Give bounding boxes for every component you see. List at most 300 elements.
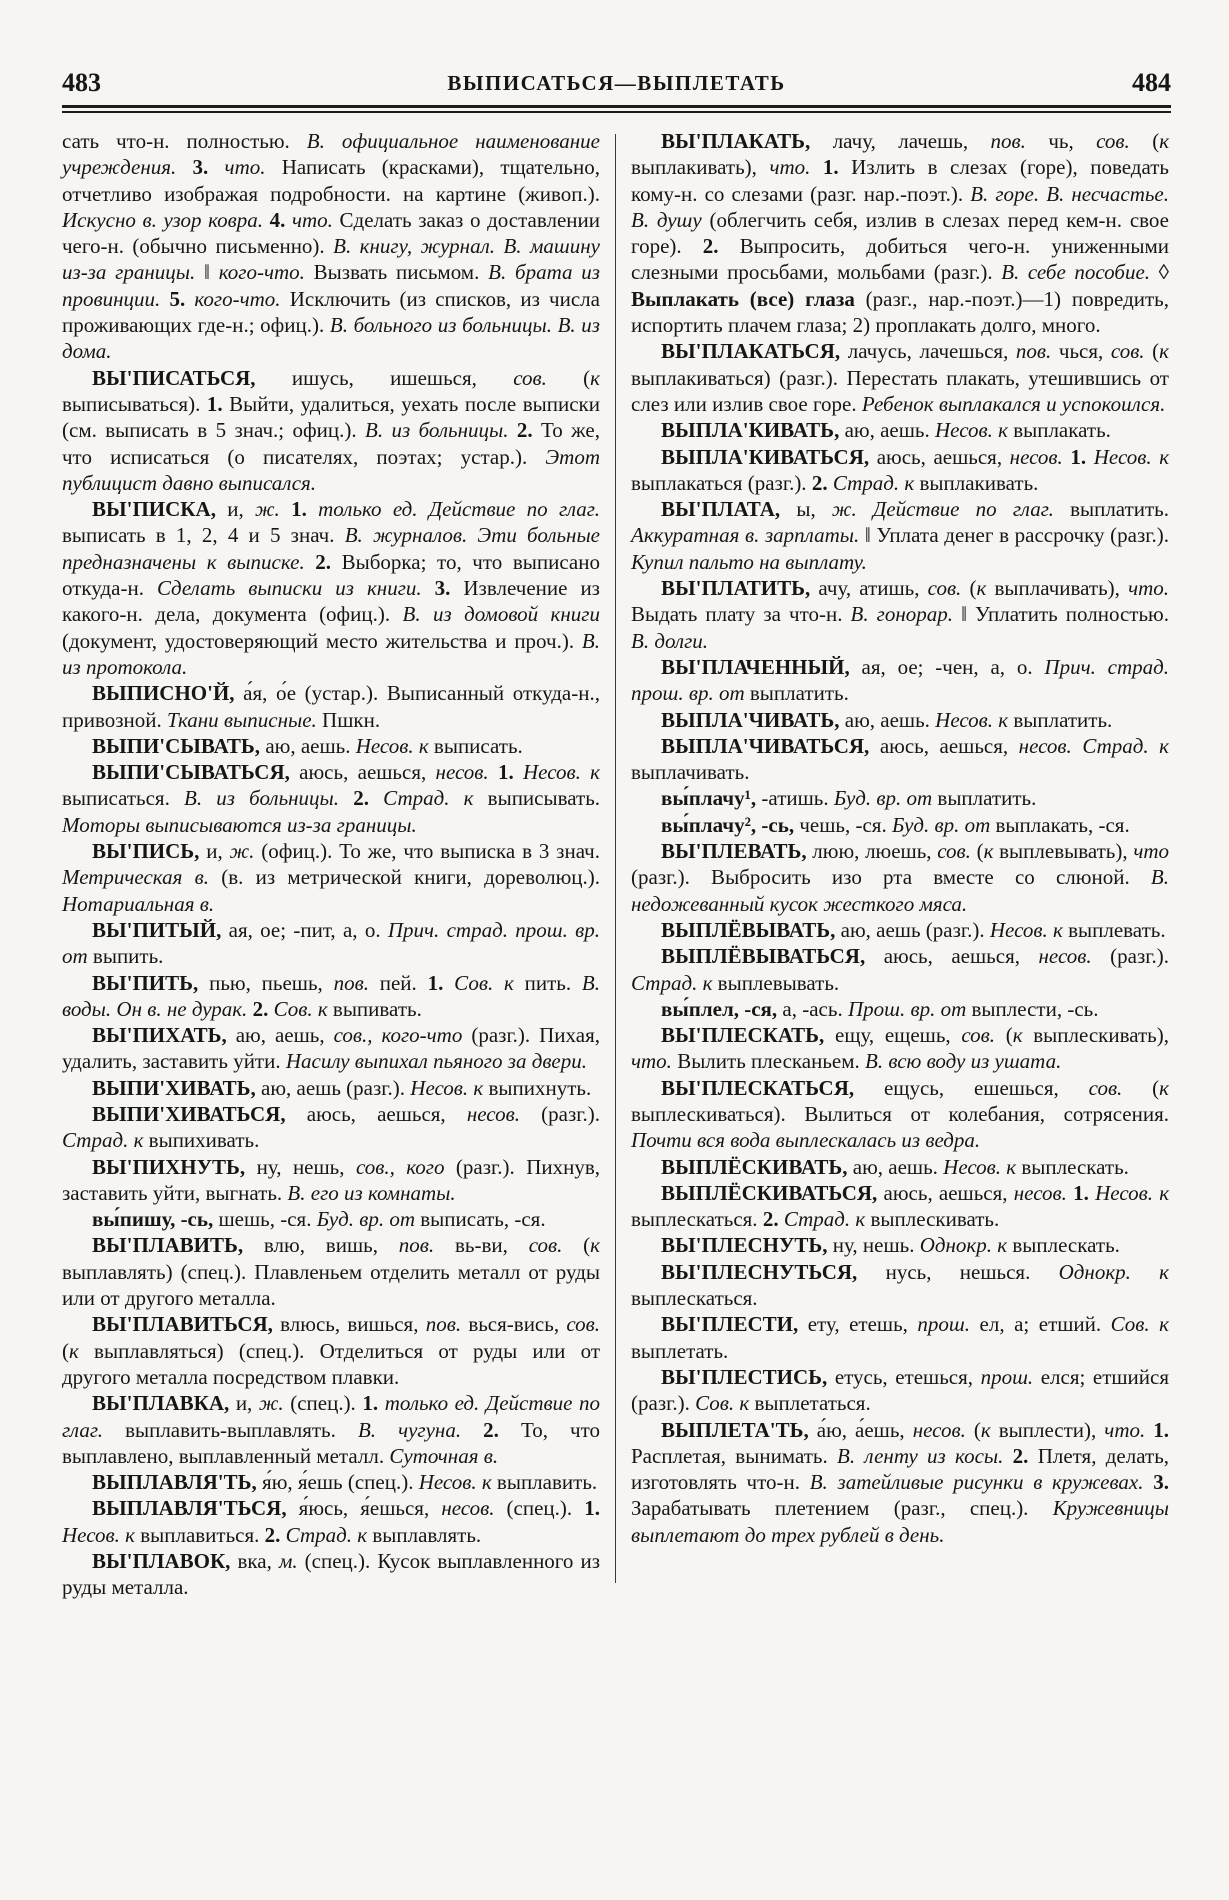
entry-text: Зарабатывать плетением (разг., спец.).: [631, 1496, 1053, 1521]
entry-text: вь-ви,: [454, 1233, 529, 1258]
dictionary-entry: [62, 838, 600, 917]
entry-text: Кружевницы выплетают до трех рублей в день.: [631, 1496, 1169, 1547]
entry-text: Несов. к: [1095, 1180, 1170, 1205]
entry-text: В. из домовой книги: [402, 602, 600, 627]
entry-text: выписываться).: [62, 391, 207, 416]
entry-text: ну, нешь,: [256, 1154, 356, 1179]
entry-text: Прич. страд. прош. вр. от: [631, 654, 1170, 706]
dictionary-entry: [631, 1311, 1169, 1364]
headword: ВЫ'ПЛЕСТИ,: [661, 1312, 808, 1337]
entry-text: Несов. к: [62, 1522, 141, 1547]
left-column: [62, 128, 600, 1601]
entry-text: ая, ое; -пит, а, о.: [228, 917, 388, 942]
page-header: [62, 62, 1171, 96]
entry-text: (документ, удостоверяющий место жительства и проч.).: [62, 628, 582, 653]
entry-text: шешь, -ся.: [218, 1207, 317, 1232]
entry-text: Искусно в. узор ковра.: [62, 207, 270, 232]
entry-text: Сов. к: [695, 1391, 755, 1416]
headword: ВЫПЛАВЛЯ'ТЬСЯ,: [92, 1496, 299, 1521]
entry-text: Страд. к: [383, 786, 488, 811]
entry-text: только ед. Действие по глаг.: [318, 497, 600, 522]
headword: ВЫ'ПЛЕСКАТЬ,: [661, 1023, 835, 1048]
entry-text: Вылить плесканьем.: [677, 1049, 866, 1074]
entry-text: (: [969, 576, 977, 601]
entry-text: выплескаться.: [631, 1207, 763, 1232]
entry-text: Излить в слезах (горе), поведать кому-н. со слезами (разг. нар.-поэт.).: [631, 155, 1169, 206]
entry-text: аю, аешь.: [844, 418, 935, 443]
entry-text: к: [69, 1338, 95, 1363]
entry-text: Несов. к: [410, 1075, 489, 1100]
entry-text: Буд. вр. от: [316, 1207, 421, 1232]
headword: ВЫ'ПИСКА,: [92, 497, 228, 522]
dictionary-entry: [62, 1495, 600, 1548]
entry-text: сов., кого-что: [333, 1023, 472, 1048]
dictionary-entry: [62, 1232, 600, 1311]
entry-text: лачу, лачешь,: [832, 129, 991, 153]
dictionary-entry: [631, 496, 1169, 575]
entry-text: что.: [1104, 1417, 1154, 1442]
entry-text: ж. Действие по глаг.: [831, 497, 1071, 522]
headword: ВЫ'ПЛАКАТЬСЯ,: [661, 339, 848, 364]
headword: вы́плел, -ся,: [661, 996, 783, 1021]
entry-text: Несов. к: [943, 1154, 1022, 1179]
entry-text: (спец.). Кусок выплавленного из руды металла.: [62, 1549, 600, 1600]
entry-text: аюсь, аешься,: [879, 733, 1019, 758]
entry-text: Насилу выпихал пьяного за двери.: [285, 1049, 588, 1074]
entry-text: Расплетая, вынимать.: [631, 1443, 838, 1468]
entry-text: и,: [206, 839, 230, 864]
entry-text: сов.: [513, 365, 584, 390]
entry-text: лачусь, лачешься,: [847, 339, 1016, 364]
entry-text: Пшкн.: [322, 707, 381, 732]
dictionary-entry: [631, 1364, 1169, 1417]
entry-text: ая, ое; -чен, а, о.: [861, 654, 1045, 679]
entry-text: (разг., нар.-поэт.)—1) повредить, испортить плачем глаза; 2) проплакать долго, много.: [631, 286, 1169, 338]
entry-text: влюсь, вишься,: [280, 1312, 426, 1337]
entry-text: 2.: [516, 418, 542, 443]
entry-text: 2.: [315, 549, 342, 574]
headword: ВЫ'ПЛАВОК,: [92, 1549, 238, 1574]
entry-text: аю, аешь.: [265, 733, 356, 758]
headword: ВЫ'ПЛАВИТЬ,: [92, 1233, 264, 1258]
entry-text: Выплакать (все) глаза: [631, 286, 866, 311]
entry-text: выплетать.: [631, 1338, 729, 1363]
entry-text: а́я, о́е (устар.). Выписанный откуда-н., привозной.: [62, 681, 600, 732]
entry-text: выплавлять) (спец.). Плавленьем отделить металл от руды или от другого металла.: [62, 1259, 600, 1311]
entry-text: 2.: [762, 1207, 784, 1232]
entry-text: В. из больницы.: [184, 786, 354, 811]
entry-text: Метрическая в.: [62, 865, 222, 890]
dictionary-entry: [62, 733, 600, 759]
headword: ВЫПЛА'КИВАТЬСЯ,: [661, 444, 877, 469]
entry-text: аюсь, аешься,: [306, 1101, 467, 1126]
entry-text: выплескивать),: [1033, 1023, 1169, 1048]
headword: ВЫПЛЁСКИВАТЬ,: [661, 1154, 853, 1179]
entry-text: выплескивать.: [870, 1207, 1000, 1232]
entry-text: что.: [631, 1049, 678, 1074]
entry-text: к: [1159, 129, 1170, 153]
entry-text: Однокр. к: [1058, 1259, 1169, 1284]
entry-text: и,: [235, 1391, 259, 1416]
entry-text: сов.: [1088, 1075, 1153, 1100]
entry-text: 1.: [497, 760, 524, 785]
entry-text: несов. Страд. к: [1018, 733, 1170, 758]
entry-text: (: [583, 1233, 591, 1258]
entry-text: аюсь, аешься,: [876, 444, 1010, 469]
entry-text: сать что-н. полностью.: [62, 129, 307, 153]
dictionary-entry: [631, 1259, 1169, 1312]
entry-text: Сов. к: [273, 996, 333, 1021]
entry-text: (: [973, 1417, 981, 1442]
entry-text: В. брата из провинции.: [62, 260, 600, 311]
entry-text: (разг.).: [541, 1101, 600, 1126]
entry-text: выплакивать.: [919, 470, 1039, 495]
entry-text: к: [1159, 339, 1169, 364]
entry-text: елся; етшийся (разг.).: [631, 1364, 1169, 1416]
entry-text: ету, етешь,: [807, 1312, 918, 1337]
entry-text: ещусь, ешешься,: [883, 1075, 1089, 1100]
dictionary-entry: [631, 943, 1169, 996]
dictionary-entry: [62, 1390, 600, 1469]
entry-text: пить.: [524, 970, 582, 995]
entry-text: (: [62, 1338, 69, 1363]
entry-text: 2.: [702, 234, 740, 259]
entry-text: чь,: [1048, 129, 1097, 153]
entry-text: пов.: [1015, 339, 1059, 364]
dictionary-entry: [631, 1075, 1169, 1154]
entry-text: (разг.). Пихнув, заставить уйти, выгнать.: [62, 1154, 601, 1205]
entry-text: прош.: [917, 1312, 980, 1337]
entry-text: я́юсь, я́ешься,: [298, 1496, 442, 1521]
entry-text: В. недожеванный кусок жесткого мяса.: [631, 865, 1169, 916]
entry-text: сов., кого: [355, 1154, 456, 1179]
entry-text: к: [590, 1233, 600, 1258]
entry-text: ‖ Уплатить полностью.: [961, 602, 1169, 627]
headword: ВЫ'ПЛЕСКАТЬСЯ,: [661, 1075, 884, 1100]
entry-text: а, -ась.: [782, 996, 848, 1021]
headword: ВЫ'ПЛАВИТЬСЯ,: [92, 1312, 281, 1337]
entry-text: м.: [278, 1549, 305, 1574]
entry-text: выплести, -сь.: [971, 996, 1099, 1021]
entry-text: (: [976, 839, 984, 864]
entry-text: 2.: [483, 1417, 521, 1442]
dictionary-entry: [631, 1022, 1169, 1075]
entry-text: 2.: [353, 786, 384, 811]
dictionary-entry: [631, 575, 1169, 654]
entry-text: (: [1152, 129, 1160, 153]
entry-text: Моторы выписываются из-за границы.: [62, 812, 417, 837]
entry-text: выпить.: [92, 944, 164, 969]
entry-text: Буд. вр. от: [891, 812, 996, 837]
entry-text: и,: [227, 497, 256, 522]
entry-text: несов.: [912, 1417, 974, 1442]
headword: ВЫ'ПЛЕСНУТЬ,: [661, 1233, 833, 1258]
entry-text: выписаться.: [62, 786, 185, 811]
entry-text: выплескаться.: [631, 1286, 758, 1311]
entry-text: Извлечение из какого-н. дела, документа (офиц.).: [62, 576, 600, 627]
dictionary-entry: [62, 1548, 600, 1601]
dictionary-entry: [62, 759, 600, 838]
headword: ВЫ'ПИТЬ,: [92, 970, 210, 995]
entry-text: аюсь, аешься,: [883, 1180, 1014, 1205]
entry-text: В. официальное наименование учреждения.: [62, 129, 600, 180]
dictionary-entry: [631, 1232, 1169, 1258]
entry-text: сов.: [528, 1233, 584, 1258]
dictionary-entry: [631, 1417, 1169, 1548]
entry-text: несов.: [441, 1496, 507, 1521]
entry-text: выписывать.: [487, 786, 601, 811]
entry-text: влю, вишь,: [263, 1233, 399, 1258]
entry-text: Несов. к: [355, 733, 434, 758]
entry-text: В. горе. В. несчастье. В. душу: [631, 181, 1169, 232]
entry-text: сов.: [937, 839, 977, 864]
entry-text: ы,: [796, 497, 832, 522]
dictionary-entry: [62, 1206, 600, 1232]
entry-text: В. долги.: [631, 628, 709, 653]
headword: ВЫ'ПЛАВКА,: [92, 1391, 236, 1416]
dictionary-entry: [62, 1311, 600, 1390]
entry-text: Сделать выписки из книги.: [156, 576, 435, 601]
entry-text: ишусь, ишешься,: [291, 365, 514, 390]
entry-text: выплавиться.: [140, 1522, 265, 1547]
entry-text: пов.: [425, 1312, 469, 1337]
entry-text: выплакиваться) (разг.). Перестать плакать, утешившись от слез или излив свое горе.: [631, 365, 1169, 416]
right-column: [631, 128, 1169, 1601]
headword: ВЫ'ПЛЕСТИСЬ,: [661, 1364, 835, 1389]
entry-text: кого-что.: [218, 260, 314, 285]
entry-text: То, что выплавлено, выплавленный металл.: [62, 1417, 600, 1468]
dictionary-entry: [62, 1022, 600, 1075]
entry-text: -атишь.: [761, 786, 834, 811]
entry-text: Выдать плату за что-н.: [631, 602, 851, 627]
headword: ВЫПИСНО'Й,: [92, 681, 244, 706]
entry-text: а́ю, а́ешь,: [816, 1417, 913, 1442]
headword: ВЫ'ПЛЕВАТЬ,: [661, 839, 813, 864]
entry-text: 1.: [584, 1496, 600, 1521]
entry-text: выписать.: [433, 733, 523, 758]
entry-text: пей.: [379, 970, 428, 995]
entry-text: выплавляться) (спец.). Отделиться от руды или от другого металла посредством плавки.: [62, 1338, 600, 1389]
dictionary-entry: [631, 338, 1169, 417]
header-double-rule: [62, 105, 1171, 113]
entry-text: выпихнуть.: [488, 1075, 592, 1100]
dictionary-entry: [631, 996, 1169, 1022]
headword: вы́пишу, -сь,: [92, 1207, 219, 1232]
entry-text: Выпросить, добиться чего-н. униженными слезными просьбами, мольбами (разг.).: [631, 234, 1169, 285]
entry-text: ◊: [1158, 260, 1169, 285]
entry-text: аю, аешь.: [852, 1154, 944, 1179]
entry-text: Сов. к: [454, 970, 525, 995]
entry-text: пов.: [398, 1233, 455, 1258]
headword: ВЫ'ПЛАЧЕННЫЙ,: [661, 654, 862, 679]
entry-text: несов.: [1009, 444, 1071, 469]
dictionary-entry: [631, 444, 1169, 497]
entry-text: 5.: [169, 286, 195, 311]
entry-text: Сов. к: [1110, 1312, 1169, 1337]
headword: ВЫ'ПЛАКАТЬ,: [661, 129, 833, 153]
entry-text: выплескиваться). Вылиться от колебания, сотрясения.: [631, 1101, 1169, 1126]
entry-text: (: [1152, 1075, 1160, 1100]
entry-text: етусь, етешься,: [834, 1364, 981, 1389]
dictionary-entry: [62, 365, 600, 496]
entry-text: Несов. к: [989, 917, 1069, 942]
entry-text: (спец.).: [290, 1391, 363, 1416]
entry-text: 1.: [206, 391, 230, 416]
dictionary-entry: [631, 785, 1169, 811]
entry-text: Несов. к: [1093, 444, 1170, 469]
entry-text: ну, нешь.: [832, 1233, 920, 1258]
entry-text: люю, люешь,: [812, 839, 938, 864]
entry-text: выплевывать.: [717, 970, 840, 995]
entry-text: 1.: [1153, 1417, 1170, 1442]
dictionary-entry: [631, 733, 1169, 786]
entry-text: В. чугуна.: [357, 1417, 484, 1442]
headword: ВЫ'ПИСАТЬСЯ,: [92, 365, 292, 390]
entry-text: (разг.). Пихая, удалить, заставить уйти.: [62, 1023, 600, 1074]
dictionary-entry: [631, 812, 1169, 838]
entry-text: Страд. к: [832, 470, 920, 495]
entry-text: Несов. к: [934, 418, 1014, 443]
entry-text: Страд. к: [62, 1128, 149, 1153]
entry-text: к: [983, 839, 1000, 864]
entry-text: Плетя, делать, изготовлять что-н.: [631, 1443, 1170, 1495]
entry-text: выплевать.: [1068, 917, 1166, 942]
headword: ВЫПЛА'КИВАТЬ,: [661, 418, 845, 443]
headword: ВЫ'ПЛАТА,: [661, 497, 797, 522]
entry-text: выплатить.: [937, 786, 1037, 811]
entry-text: Нотариальная в.: [62, 891, 215, 916]
entry-text: Несов. к: [418, 1470, 497, 1495]
entry-text: ел, а; етший.: [979, 1312, 1111, 1337]
entry-text: 1.: [362, 1391, 385, 1416]
entry-text: Несов. к: [523, 760, 601, 785]
entry-text: пью, пьешь,: [209, 970, 334, 995]
dictionary-entry: [631, 1154, 1169, 1180]
entry-text: выпивать.: [332, 996, 422, 1021]
entry-text: что.: [769, 155, 823, 180]
entry-text: Сделать заказ о доставлении чего-н. (обычно письменно).: [62, 207, 601, 259]
entry-text: пов.: [333, 970, 380, 995]
entry-text: (: [1152, 339, 1160, 364]
entry-text: 3.: [192, 155, 225, 180]
dictionary-entry: [631, 417, 1169, 443]
entry-text: ачу, атишь,: [818, 576, 928, 601]
dictionary-entry: [62, 1075, 600, 1101]
entry-text: Этот публицист давно выписался.: [62, 444, 600, 495]
entry-text: 2.: [811, 470, 833, 495]
entry-text: что.: [224, 155, 282, 180]
entry-text: 2.: [264, 1522, 286, 1547]
entry-text: В. всю воду из ушата.: [865, 1049, 1062, 1074]
entry-text: аюсь, аешься,: [299, 760, 436, 785]
headword: ВЫПИ'СЫВАТЬ,: [92, 733, 266, 758]
entry-text: несов.: [466, 1101, 542, 1126]
entry-text: (: [1005, 1023, 1013, 1048]
headword: ВЫ'ПИСЬ,: [92, 839, 207, 864]
entry-continuation: [62, 128, 600, 365]
entry-text: выплатить.: [1013, 707, 1113, 732]
entry-text: выписать, -ся.: [420, 1207, 546, 1232]
entry-text: 1.: [427, 970, 455, 995]
entry-text: ещу, ещешь,: [835, 1023, 962, 1048]
entry-text: Выйти, удалиться, уехать после выписки (см. выписать в 5 знач.; офиц.).: [62, 391, 601, 443]
dictionary-entry: [62, 1469, 600, 1495]
entry-text: сов.: [1096, 129, 1153, 153]
entry-text: 1.: [1070, 444, 1094, 469]
dictionary-entry: [631, 1180, 1169, 1233]
entry-text: Купил пальто на выплату.: [631, 549, 867, 574]
entry-text: выплескать.: [1021, 1154, 1129, 1179]
entry-text: В. себе пособие.: [1001, 260, 1159, 285]
headword: ВЫПЛА'ЧИВАТЬСЯ,: [661, 733, 880, 758]
entry-text: Суточная в.: [389, 1443, 499, 1468]
entry-text: аю, аешь,: [235, 1023, 334, 1048]
entry-text: 3.: [1153, 1470, 1169, 1495]
entry-text: аю, аешь (разг.).: [261, 1075, 411, 1100]
entry-text: выплатить.: [1070, 497, 1170, 522]
dictionary-entry: [62, 1101, 600, 1154]
entry-text: сов.: [927, 576, 970, 601]
headword: ВЫПИ'ХИВАТЬ,: [92, 1075, 262, 1100]
headword: ВЫПИ'ХИВАТЬСЯ,: [92, 1101, 307, 1126]
entry-text: что.: [291, 207, 340, 232]
entry-text: нусь, нешься.: [885, 1259, 1059, 1284]
entry-text: что.: [1128, 576, 1170, 601]
entry-text: сов.: [961, 1023, 1006, 1048]
entry-text: 1.: [1073, 1180, 1096, 1205]
entry-text: (разг.). Выбросить изо рта вместе со слюной.: [631, 865, 1151, 890]
dictionary-entry: [62, 970, 600, 1023]
headword: ВЫПИ'СЫВАТЬСЯ,: [92, 760, 300, 785]
page-number-right: 484: [1131, 68, 1171, 97]
entry-text: Страд. к: [783, 1207, 871, 1232]
entry-text: 1.: [291, 497, 319, 522]
entry-text: (: [583, 365, 591, 390]
entry-text: То же, что исписаться (о писателях, поэтах; устар.).: [62, 418, 600, 469]
entry-text: Несов. к: [935, 707, 1014, 732]
entry-text: я́ю, я́ешь (спец.).: [262, 1470, 419, 1495]
entry-text: сов.: [1110, 339, 1153, 364]
dictionary-columns: [62, 128, 1171, 1601]
entry-text: выплатить.: [749, 681, 849, 706]
entry-text: только ед. Действие по глаг.: [62, 1391, 601, 1442]
entry-text: Выборка; то, что выписано откуда-н.: [62, 549, 600, 601]
entry-text: В. из больницы.: [365, 418, 517, 443]
entry-text: аюсь, аешься,: [883, 944, 1039, 969]
entry-text: (облегчить себя, излив в слезах перед кем-н. свое горе).: [631, 207, 1169, 259]
headword: ВЫПЛАВЛЯ'ТЬ,: [92, 1470, 263, 1495]
entry-text: Однокр. к: [919, 1233, 1013, 1258]
entry-text: В. воды. Он в. не дурак.: [62, 970, 600, 1021]
entry-text: вка,: [237, 1549, 279, 1574]
entry-text: вься-вись,: [468, 1312, 567, 1337]
headword: ВЫ'ПЛАТИТЬ,: [661, 576, 819, 601]
dictionary-entry: [631, 654, 1169, 707]
entry-text: ‖: [204, 260, 219, 285]
headword: вы́плачу¹,: [661, 786, 762, 811]
entry-text: 1.: [822, 155, 852, 180]
entry-text: Исключить (из списков, из числа проживающих где-н.; офиц.).: [62, 286, 600, 338]
entry-text: выплескать.: [1012, 1233, 1120, 1258]
entry-text: В. гонорар.: [850, 602, 962, 627]
entry-text: 2.: [1012, 1443, 1038, 1468]
headword: ВЫ'ПИХНУТЬ,: [92, 1154, 257, 1179]
entry-text: выплачивать),: [994, 576, 1129, 601]
entry-text: к: [1012, 1023, 1034, 1048]
entry-text: В. больного из больницы. В. из дома.: [62, 313, 600, 364]
entry-text: выплавить-выплавлять.: [125, 1417, 358, 1442]
entry-text: выплетаться.: [754, 1391, 871, 1416]
